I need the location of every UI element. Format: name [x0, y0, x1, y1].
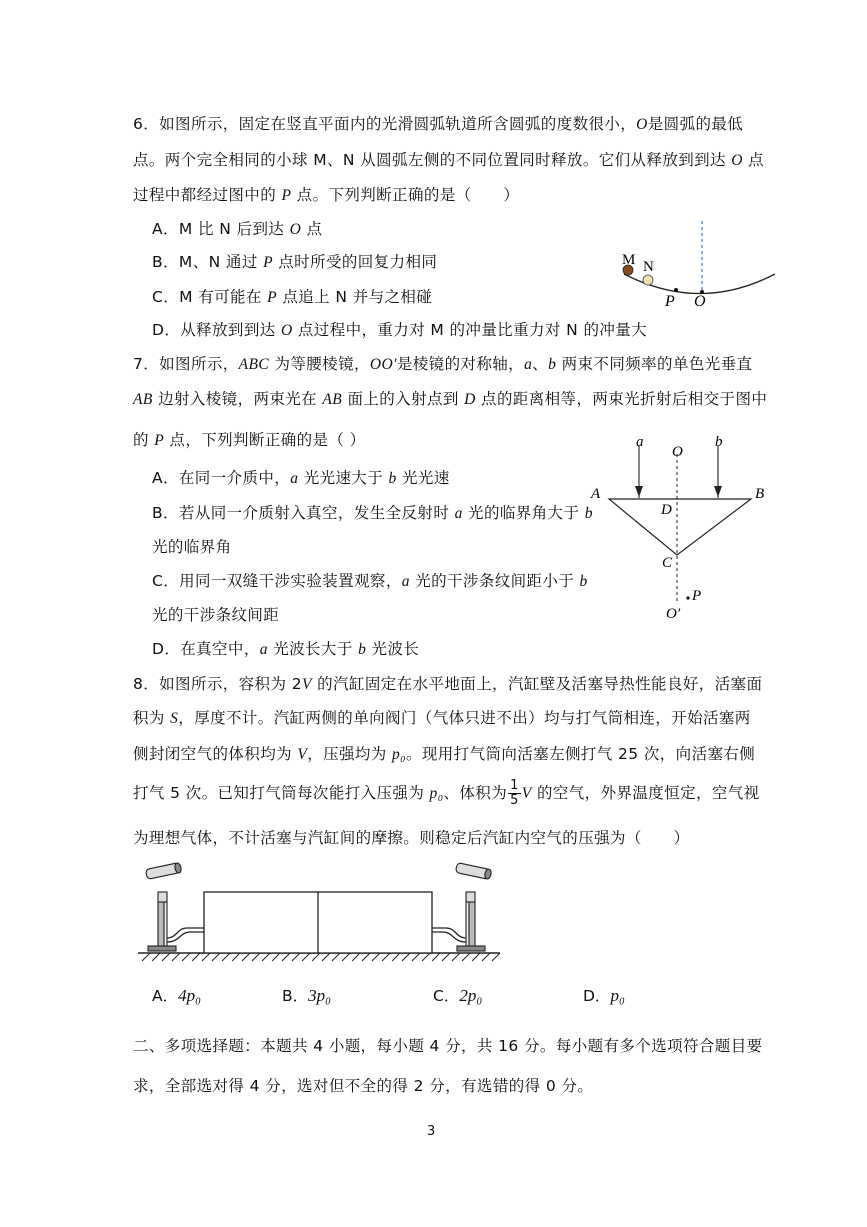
ball-n: [643, 275, 653, 285]
q8-option-b: B．3p₀: [282, 986, 332, 1005]
q8-line1: 8．如图所示，容积为 2V 的汽缸固定在水平地面上，汽缸壁及活塞导热性能良好，活塞面: [133, 675, 763, 693]
q6-line2: 点。两个完全相同的小球 M、N 从圆弧左侧的不同位置同时释放。它们从释放到到达 O 点: [133, 151, 765, 169]
label-n: N: [643, 259, 654, 275]
q6-line3: 过程中都经过图中的 P 点。下列判断正确的是（ ）: [133, 186, 520, 204]
q7-option-c-line2: 光的干涉条纹间距: [152, 606, 280, 624]
q7-option-a: A．在同一介质中，a 光光速大于 b 光光速: [152, 469, 450, 487]
q7-line3: 的 P 点，下列判断正确的是（ ）: [133, 431, 366, 449]
q8-option-d: D．p₀: [583, 986, 625, 1005]
q7-line2: AB 边射入棱镜，两束光在 AB 面上的入射点到 D 点的距离相等，两束光折射后相交于图中: [133, 390, 768, 408]
section2-instructions-line1: 二、多项选择题：本题共 4 小题，每小题 4 分，共 16 分。每小题有多个选项符合题目要: [133, 1037, 763, 1055]
q6-option-d: D．从释放到到达 O 点过程中，重力对 M 的冲量比重力对 N 的冲量大: [152, 321, 648, 339]
q6-line1: 6．如图所示，固定在竖直平面内的光滑圆弧轨道所含圆弧的度数很小，O是圆弧的最低: [133, 115, 744, 133]
ground-hatching: [142, 953, 500, 961]
page-number: 3: [427, 1124, 436, 1139]
section2-instructions-line2: 求，全部选对得 4 分，选对但不全的得 2 分，有选错的得 0 分。: [133, 1077, 594, 1095]
q6-arc-track-figure: [610, 218, 785, 318]
q7-line1: 7．如图所示，ABC 为等腰棱镜，OO′是棱镜的对称轴，a、b 两束不同频率的单色光垂直: [133, 355, 753, 373]
point-p: [674, 288, 678, 292]
q8-option-a: A．4p₀: [152, 986, 202, 1005]
q7-prism-figure: [585, 432, 775, 624]
label-vertex-a: A: [591, 486, 601, 502]
point-p: [686, 596, 689, 599]
right-pump: [432, 863, 492, 951]
q6-option-a: A．M 比 N 后到达 O 点: [152, 220, 323, 238]
q8-option-c: C．2p₀: [433, 986, 483, 1005]
label-p: P: [665, 293, 675, 310]
label-p: P: [692, 588, 702, 604]
label-d: D: [661, 502, 672, 518]
label-c: C: [662, 555, 673, 571]
q7-option-b-line2: 光的临界角: [152, 538, 232, 556]
label-vertex-b: B: [755, 486, 765, 502]
q8-line3: 侧封闭空气的体积均为 V，压强均为 p₀。现用打气筒向活塞左侧打气 25 次，向活塞右侧: [133, 745, 756, 763]
label-o: O: [672, 444, 683, 460]
left-pump: [145, 862, 204, 951]
q7-option-c-line1: C．用同一双缝干涉实验装置观察，a 光的干涉条纹间距小于 b: [152, 572, 588, 590]
prism-triangle: [609, 499, 751, 555]
arrow-a: [635, 486, 643, 497]
label-b: b: [715, 434, 723, 450]
label-m: M: [622, 252, 636, 268]
q8-line2: 积为 S，厚度不计。汽缸两侧的单向阀门（气体只进不出）均与打气筒相连，开始活塞两: [133, 709, 751, 727]
q6-option-b: B．M、N 通过 P 点时所受的回复力相同: [152, 253, 438, 271]
q8-line5: 为理想气体，不计活塞与汽缸间的摩擦。则稳定后汽缸内空气的压强为（ ）: [133, 829, 690, 847]
label-a: a: [636, 434, 644, 450]
q8-cylinder-figure: [132, 858, 507, 970]
q6-option-c: C．M 有可能在 P 点追上 N 并与之相碰: [152, 288, 433, 306]
q8-line4: 打气 5 次。已知打气筒每次能打入压强为 p₀、体积为 $\frac{1}{5}$ V 的空气，外界温度恒定，空气视: [133, 778, 760, 808]
q7-option-b-line1: B．若从同一介质射入真空，发生全反射时 a 光的临界角大于 b: [152, 504, 593, 522]
label-o-prime: O′: [666, 606, 681, 622]
fraction-one-fifth: $\frac{1}{5}$: [510, 778, 519, 808]
arrow-b: [714, 486, 722, 497]
q7-option-d: D．在真空中，a 光波长大于 b 光波长: [152, 640, 420, 658]
label-o: O: [694, 293, 706, 310]
